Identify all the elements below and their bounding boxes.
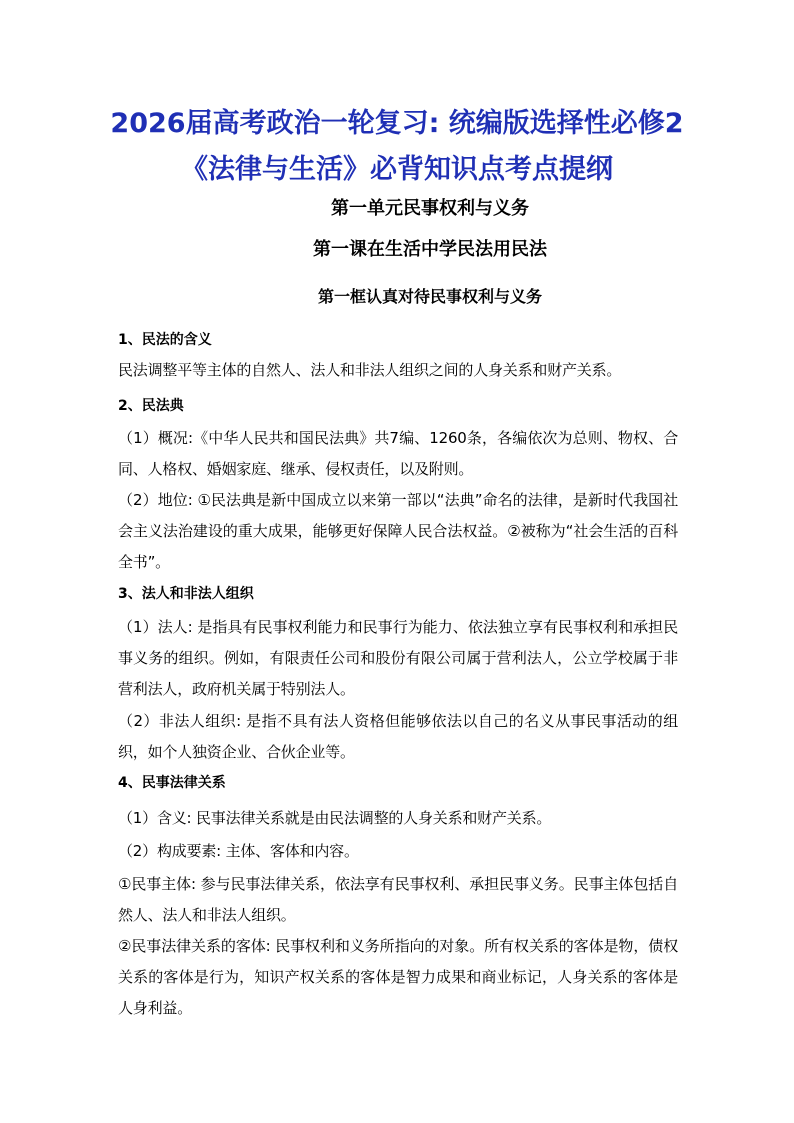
paragraph-legal-person: （1）法人: 是指具有民事权利能力和民事行为能力、依法独立享有民事权利和承担民事义务的组织。例如，有限责任公司和股份有限公司属于营利法人，公立学校属于非营利法人，政府机关属于特别法人。 [118,618,678,698]
paragraph-civil-subject: ①民事主体: 参与民事法律关系，依法享有民事权利、承担民事义务。民事主体包括自然人、法人和非法人组织。 [118,875,678,924]
section-heading-civil-legal-relations: 4、民事法律关系 [118,775,226,791]
section-heading-legal-persons: 3、法人和非法人组织 [118,586,254,602]
paragraph-civil-code-status: （2）地位: ①民法典是新中国成立以来第一部以“法典”命名的法律，是新时代我国社会主义法治建设的重大成果，能够更好保障人民合法权益。②被称为“社会生活的百科全书”。 [118,491,678,571]
paragraph-relation-elements: （2）构成要素: 主体、客体和内容。 [118,842,359,860]
paragraph-unincorporated-organization: （2）非法人组织: 是指不具有法人资格但能够依法以自己的名义从事民事活动的组织，如个人独资企业、合伙企业等。 [118,712,678,761]
unit-heading: 第一单元民事权利与义务 [331,198,529,219]
section-heading-civil-law-meaning: 1、民法的含义 [118,332,212,348]
document-title-line-2: 《法律与生活》必背知识点考点提纲 [181,154,613,185]
frame-heading: 第一框认真对待民事权利与义务 [317,287,542,306]
paragraph-relation-meaning: （1）含义: 民事法律关系就是由民法调整的人身关系和财产关系。 [118,809,552,827]
paragraph-relation-object: ②民事法律关系的客体: 民事权利和义务所指向的对象。所有权关系的客体是物，债权关系的客体是行为，知识产权关系的客体是智力成果和商业标记，人身关系的客体是人身利益。 [118,937,678,1017]
lesson-heading: 第一课在生活中学民法用民法 [313,239,547,260]
section-heading-civil-code: 2、民法典 [118,398,184,414]
document-title-line-1: 2026届高考政治一轮复习: 统编版选择性必修2 [110,108,684,139]
paragraph-civil-code-overview: （1）概况:《中华人民共和国民法典》共7编、1260条，各编依次为总则、物权、合同、人格权、婚姻家庭、继承、侵权责任，以及附则。 [118,429,678,478]
paragraph-civil-law-meaning: 民法调整平等主体的自然人、法人和非法人组织之间的人身关系和财产关系。 [118,361,622,379]
